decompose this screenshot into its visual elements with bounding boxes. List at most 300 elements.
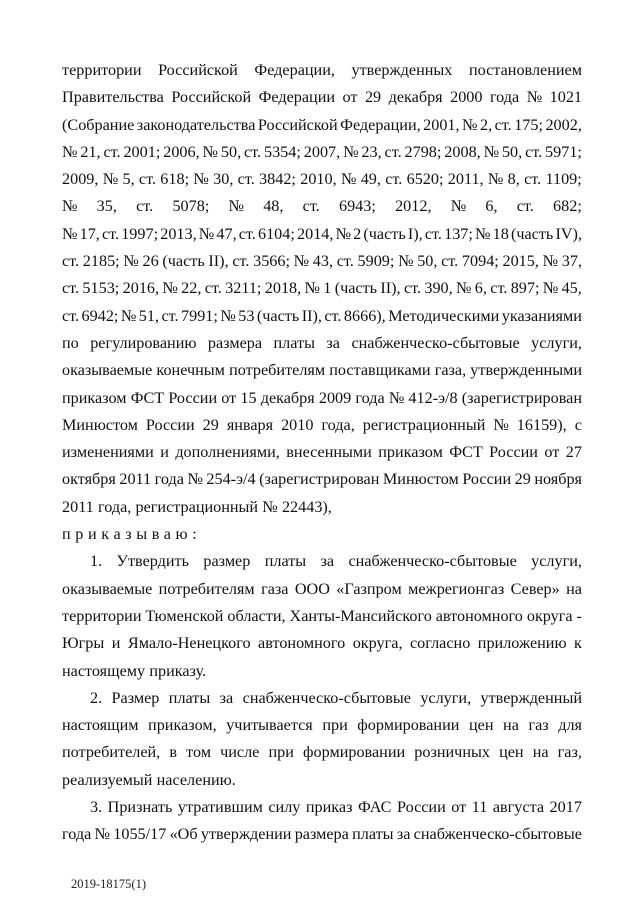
text-line	[62, 521, 582, 548]
text-word: 26	[142, 252, 159, 271]
text-word: ст.	[525, 142, 543, 161]
text-line	[62, 166, 582, 193]
text-word: 15	[240, 388, 257, 407]
text-word: 47,	[216, 224, 237, 243]
text-word: 137;	[444, 224, 473, 243]
text-word: ст.	[237, 170, 255, 189]
text-word: №	[62, 197, 78, 216]
text-word: №	[123, 252, 139, 271]
text-word: 6,	[474, 279, 487, 298]
text-word: населению.	[156, 770, 236, 789]
text-word: 7094;	[461, 252, 499, 271]
text-word: платы	[273, 333, 315, 352]
text-line	[62, 603, 582, 630]
text-word: Российской	[158, 61, 238, 79]
text-word: №	[462, 115, 478, 134]
text-word: II),	[380, 279, 401, 298]
text-word: Федерации,	[340, 115, 421, 134]
text-word: 8,	[507, 170, 520, 189]
text-word: по	[62, 333, 79, 352]
text-word: ст.	[490, 279, 508, 298]
text-word: 682;	[553, 197, 582, 216]
text-word: к	[574, 634, 582, 653]
text-word: в	[169, 743, 177, 762]
text-word: ст.	[62, 252, 80, 271]
text-word: №	[483, 142, 500, 161]
text-word: ноября	[534, 470, 582, 489]
text-word: (часть	[256, 306, 300, 325]
text-word: №	[102, 170, 119, 189]
text-word: законодательства	[136, 115, 256, 134]
text-word: формировании	[303, 743, 406, 762]
text-word: регистрационный	[135, 497, 259, 516]
text-line	[62, 385, 582, 412]
text-word: I),	[407, 224, 423, 243]
text-word: года,	[321, 415, 355, 434]
text-word: 51,	[138, 306, 160, 325]
text-word: 2011,	[447, 170, 484, 189]
text-word: II),	[301, 306, 322, 325]
text-word: №	[202, 142, 218, 161]
text-word: ст.	[138, 170, 156, 189]
text-word: 2009,	[62, 170, 99, 189]
text-word: потребителей,	[62, 743, 161, 762]
text-word: за	[320, 552, 335, 571]
text-word: настоящим	[62, 716, 139, 735]
text-word: России	[168, 388, 218, 407]
text-word: 2015,	[502, 252, 539, 271]
text-word: за	[396, 825, 411, 844]
text-word: 17,	[79, 224, 100, 243]
text-word: цен	[499, 743, 524, 762]
text-word: 2185;	[82, 252, 120, 271]
text-word: года,	[97, 497, 132, 516]
text-word: газ,	[557, 743, 582, 762]
text-word: России	[145, 415, 195, 434]
text-line	[62, 330, 582, 357]
text-word: размер	[203, 552, 251, 571]
text-word: услуги,	[531, 333, 582, 352]
text-word: ст.	[244, 142, 262, 161]
text-word: и	[111, 634, 121, 653]
text-word: 45,	[561, 279, 582, 298]
text-word: Российской	[171, 88, 252, 107]
text-word: услуги,	[420, 688, 472, 707]
text-word: 6,	[485, 197, 498, 216]
text-word: 3.	[90, 798, 103, 817]
text-line	[62, 658, 582, 685]
text-word: платы	[168, 688, 211, 707]
text-word: ст.	[524, 170, 542, 189]
text-word: №	[542, 252, 559, 271]
text-word: №	[388, 388, 405, 407]
text-word: 2011	[62, 497, 94, 516]
text-word: 2007,	[303, 142, 341, 161]
text-word: цен	[468, 716, 494, 735]
text-word: 50,	[501, 142, 523, 161]
text-word: (часть	[162, 252, 205, 271]
text-word: №	[526, 88, 543, 107]
text-word: ООО	[294, 579, 330, 598]
text-word: ФАС	[358, 798, 392, 817]
text-word: 5078;	[172, 197, 210, 216]
text-word: 49,	[360, 170, 381, 189]
text-word: 21,	[80, 142, 101, 161]
text-word: указаниями	[501, 306, 582, 325]
text-line	[62, 412, 582, 439]
text-word: от	[451, 798, 467, 817]
text-line	[62, 685, 582, 712]
text-word: ст.	[336, 252, 354, 271]
text-word: конечным	[156, 361, 225, 380]
text-word: Минюстом	[62, 415, 138, 434]
text-word: Югры	[62, 634, 105, 653]
text-word: числе	[220, 743, 260, 762]
text-word: 5909;	[357, 252, 395, 271]
text-word: Север»	[510, 579, 560, 598]
text-word: от	[544, 443, 560, 462]
text-word: при	[322, 716, 348, 735]
text-word: ст.	[424, 224, 442, 243]
text-word: 22443),	[281, 497, 332, 516]
text-word: августа	[492, 798, 545, 817]
text-word: ст.	[384, 142, 402, 161]
text-word: за	[326, 333, 340, 352]
text-word: 618;	[160, 170, 190, 189]
text-word: платы	[264, 552, 307, 571]
text-word: ст.	[516, 197, 534, 216]
text-word: розничных	[414, 743, 490, 762]
text-word: №	[343, 142, 359, 161]
text-word: России	[462, 470, 512, 489]
text-word: №	[475, 224, 491, 243]
text-word: 1021	[549, 88, 582, 107]
text-word: учитывается	[226, 716, 313, 735]
text-word: автономного	[258, 634, 346, 653]
text-word: №	[335, 224, 352, 243]
text-word: дополнениями,	[175, 443, 280, 462]
text-word: 2001,	[423, 115, 460, 134]
text-word: №	[220, 306, 236, 325]
text-word: 5153;	[82, 279, 120, 298]
text-word: 3566;	[253, 252, 290, 271]
text-word: 1055/17	[113, 825, 167, 844]
text-word: поставщиками	[329, 361, 431, 380]
text-word: формировании	[357, 716, 460, 735]
text-word: снабженческо-сбытовые	[351, 333, 520, 352]
text-word: 2	[353, 224, 362, 243]
text-line	[62, 466, 582, 493]
text-word: №	[94, 825, 110, 844]
text-word: постановлением	[468, 61, 582, 79]
text-word: декабря	[388, 88, 443, 107]
text-word: 3211;	[225, 279, 262, 298]
text-word: января	[226, 415, 274, 434]
text-word: снабженческо-сбытовые	[413, 825, 582, 844]
text-word: Признать	[107, 798, 173, 817]
text-word: от	[221, 388, 237, 407]
text-word: «Газпром	[336, 579, 402, 598]
text-word: 2011	[119, 470, 152, 489]
text-word: №	[304, 279, 320, 298]
text-word: утвержденных	[351, 61, 453, 79]
text-word: ст.	[494, 115, 512, 134]
text-word: ст.	[101, 224, 120, 243]
text-word: года	[355, 388, 385, 407]
text-line	[62, 548, 582, 575]
text-word: реализуемый	[62, 770, 153, 789]
text-word: на	[503, 716, 519, 735]
text-word: №	[198, 224, 215, 243]
text-line	[62, 84, 582, 111]
text-word: утвержденными	[470, 361, 582, 380]
text-line	[62, 57, 582, 84]
text-word: 2010,	[300, 170, 337, 189]
text-line	[62, 357, 582, 384]
text-word: 48,	[263, 197, 284, 216]
text-line	[62, 139, 582, 166]
text-word: от	[342, 88, 358, 107]
text-word: ст.	[403, 279, 422, 298]
text-word: Правительства	[62, 88, 164, 107]
text-word: IV),	[555, 224, 582, 243]
text-word: 1	[323, 279, 332, 298]
text-word: 11	[471, 798, 488, 817]
text-word: 8666),	[343, 306, 386, 325]
text-word: 5971;	[545, 142, 582, 161]
text-word: 6520;	[406, 170, 444, 189]
text-word: 2009	[318, 388, 352, 407]
text-word: за	[219, 688, 234, 707]
text-word: ст.	[62, 306, 80, 325]
text-word: приказом	[378, 443, 443, 462]
text-word: округа,	[352, 634, 403, 653]
text-word: №	[193, 170, 209, 189]
text-word: ФСТ	[449, 443, 483, 462]
text-line	[62, 439, 582, 466]
text-word: ст.	[441, 252, 459, 271]
text-word: «Об	[169, 825, 198, 844]
text-line	[62, 112, 582, 139]
text-word: Размер	[111, 688, 160, 707]
text-word: №	[162, 279, 178, 298]
text-word: 29	[364, 88, 382, 107]
text-word: №	[493, 415, 509, 434]
text-word: 50,	[417, 252, 438, 271]
text-word: России	[396, 798, 446, 817]
text-word: 1109;	[545, 170, 582, 189]
text-word: №	[456, 279, 472, 298]
text-word: №	[487, 170, 504, 189]
text-word: (часть	[510, 224, 554, 243]
text-word: 2000	[450, 88, 483, 107]
text-word: 7991;	[181, 306, 218, 325]
text-word: регулированию	[90, 333, 197, 352]
text-word: 29	[202, 415, 219, 434]
text-word: внесенными	[286, 443, 372, 462]
text-line	[62, 221, 582, 248]
text-word: года	[154, 470, 184, 489]
document-body	[62, 57, 582, 849]
text-word: снабженческо-сбытовые	[348, 552, 517, 571]
text-word: 254-э/4	[206, 470, 256, 489]
text-word: 3842;	[259, 170, 296, 189]
text-word: утвержденный	[480, 688, 582, 707]
text-word: изменениями	[62, 443, 154, 462]
text-word: приказом	[62, 388, 127, 407]
text-word: 2,	[479, 115, 493, 134]
text-word: регистрационный	[362, 415, 486, 434]
text-word: 2002,	[545, 115, 582, 134]
text-word: 175;	[514, 115, 543, 134]
text-line	[62, 794, 582, 821]
text-word: газ	[528, 716, 549, 735]
text-word: размера	[207, 333, 263, 352]
text-word: 27	[565, 443, 582, 462]
text-word: 2006,	[163, 142, 200, 161]
text-word: при	[268, 743, 294, 762]
text-word: для	[558, 716, 582, 735]
text-word: с	[574, 415, 582, 434]
text-word: (часть	[363, 224, 406, 243]
text-word: 35,	[96, 197, 117, 216]
text-word: ст.	[232, 252, 250, 271]
text-word: ст.	[62, 279, 80, 298]
text-line	[62, 303, 582, 330]
text-word: ст.	[204, 279, 222, 298]
text-word: размера	[294, 825, 349, 844]
text-word: Ханты-Мансийского	[289, 606, 432, 625]
text-word: территории	[62, 61, 142, 79]
text-word: 22,	[181, 279, 202, 298]
text-word: №	[228, 197, 244, 216]
text-word: 2014,	[297, 224, 334, 243]
text-word: №	[398, 252, 414, 271]
text-word: области,	[227, 606, 286, 625]
text-word: ст.	[324, 306, 342, 325]
text-word: 29	[514, 470, 531, 489]
text-word: ст.	[136, 197, 154, 216]
text-word: (зарегистрирован	[259, 470, 380, 489]
text-word: №	[62, 142, 78, 161]
text-word: межрегионгаз	[408, 579, 505, 598]
text-line	[62, 576, 582, 603]
text-word: декабря	[260, 388, 315, 407]
text-word: снабженческо-сбытовые	[242, 688, 411, 707]
text-word: согласно	[410, 634, 471, 653]
text-word: приложению	[477, 634, 567, 653]
text-line	[62, 712, 582, 739]
text-word: 5,	[122, 170, 135, 189]
text-word: №	[450, 197, 467, 216]
text-word: 53	[238, 306, 255, 325]
text-word: ст.	[385, 170, 403, 189]
text-word: II),	[208, 252, 229, 271]
text-word: -	[576, 606, 582, 625]
text-word: 897;	[510, 279, 540, 298]
text-word: услуги,	[531, 552, 582, 571]
text-word: 2016,	[122, 279, 160, 298]
text-word: 37,	[561, 252, 582, 271]
text-word: года	[62, 825, 92, 844]
text-word: №	[340, 170, 357, 189]
text-word: на	[566, 579, 582, 598]
text-word: автономного	[435, 606, 523, 625]
text-word: 23,	[361, 142, 382, 161]
text-word: №	[293, 252, 310, 271]
text-word: года	[489, 88, 520, 107]
text-word: 2001;	[123, 142, 161, 161]
text-word: силу	[268, 798, 301, 817]
text-word: 2017	[549, 798, 582, 817]
text-word: 2013,	[160, 224, 197, 243]
text-word: Федерации	[258, 88, 336, 107]
text-word: газа	[261, 579, 289, 598]
text-word: платы	[352, 825, 394, 844]
text-word: 2798;	[404, 142, 442, 161]
text-word: ст.	[302, 197, 320, 216]
text-word: 390,	[424, 279, 453, 298]
text-word: 2012,	[395, 197, 432, 216]
text-word: ФСТ	[130, 388, 165, 407]
text-word: утверждении	[200, 825, 292, 844]
text-word: 2.	[90, 688, 103, 707]
text-word: Ямало-Ненецкого	[127, 634, 251, 653]
text-word: 2010	[281, 415, 314, 434]
text-word: 6943;	[338, 197, 376, 216]
text-line	[62, 821, 582, 848]
text-word: 2018,	[264, 279, 302, 298]
text-word: 2008,	[444, 142, 481, 161]
text-word: ст.	[103, 142, 121, 161]
text-word: 50,	[220, 142, 242, 161]
text-word: и	[160, 443, 169, 462]
text-word: Тюменской	[145, 606, 224, 625]
text-word: 30,	[213, 170, 234, 189]
text-word: газа,	[434, 361, 467, 380]
text-word: оказываемые	[62, 579, 153, 598]
text-word: Утвердить	[116, 552, 190, 571]
text-word: №	[62, 224, 78, 243]
text-word: 16159),	[516, 415, 567, 434]
text-word: 6942;	[81, 306, 119, 325]
text-word: Российской	[257, 115, 338, 134]
text-word: приказываю:	[62, 525, 202, 544]
text-line	[62, 193, 582, 220]
text-word: 43,	[312, 252, 334, 271]
text-word: №	[187, 470, 203, 489]
text-word: 6104;	[257, 224, 295, 243]
text-line	[62, 767, 582, 794]
text-word: №	[120, 306, 137, 325]
text-word: №	[262, 497, 278, 516]
text-word: приказом,	[148, 716, 217, 735]
text-word: России	[489, 443, 538, 462]
text-word: приказ	[305, 798, 353, 817]
text-line	[62, 630, 582, 657]
text-word: ст.	[238, 224, 256, 243]
text-word: 5354;	[263, 142, 301, 161]
text-word: утратившим	[177, 798, 263, 817]
text-word: (зарегистрирован	[461, 388, 582, 407]
text-line	[62, 494, 582, 521]
text-word: ст.	[161, 306, 179, 325]
text-line	[62, 275, 582, 302]
text-word: 1997;	[121, 224, 159, 243]
text-word: потребителям	[229, 361, 326, 380]
text-word: территории	[62, 606, 142, 625]
text-word: Федерации,	[254, 61, 335, 79]
